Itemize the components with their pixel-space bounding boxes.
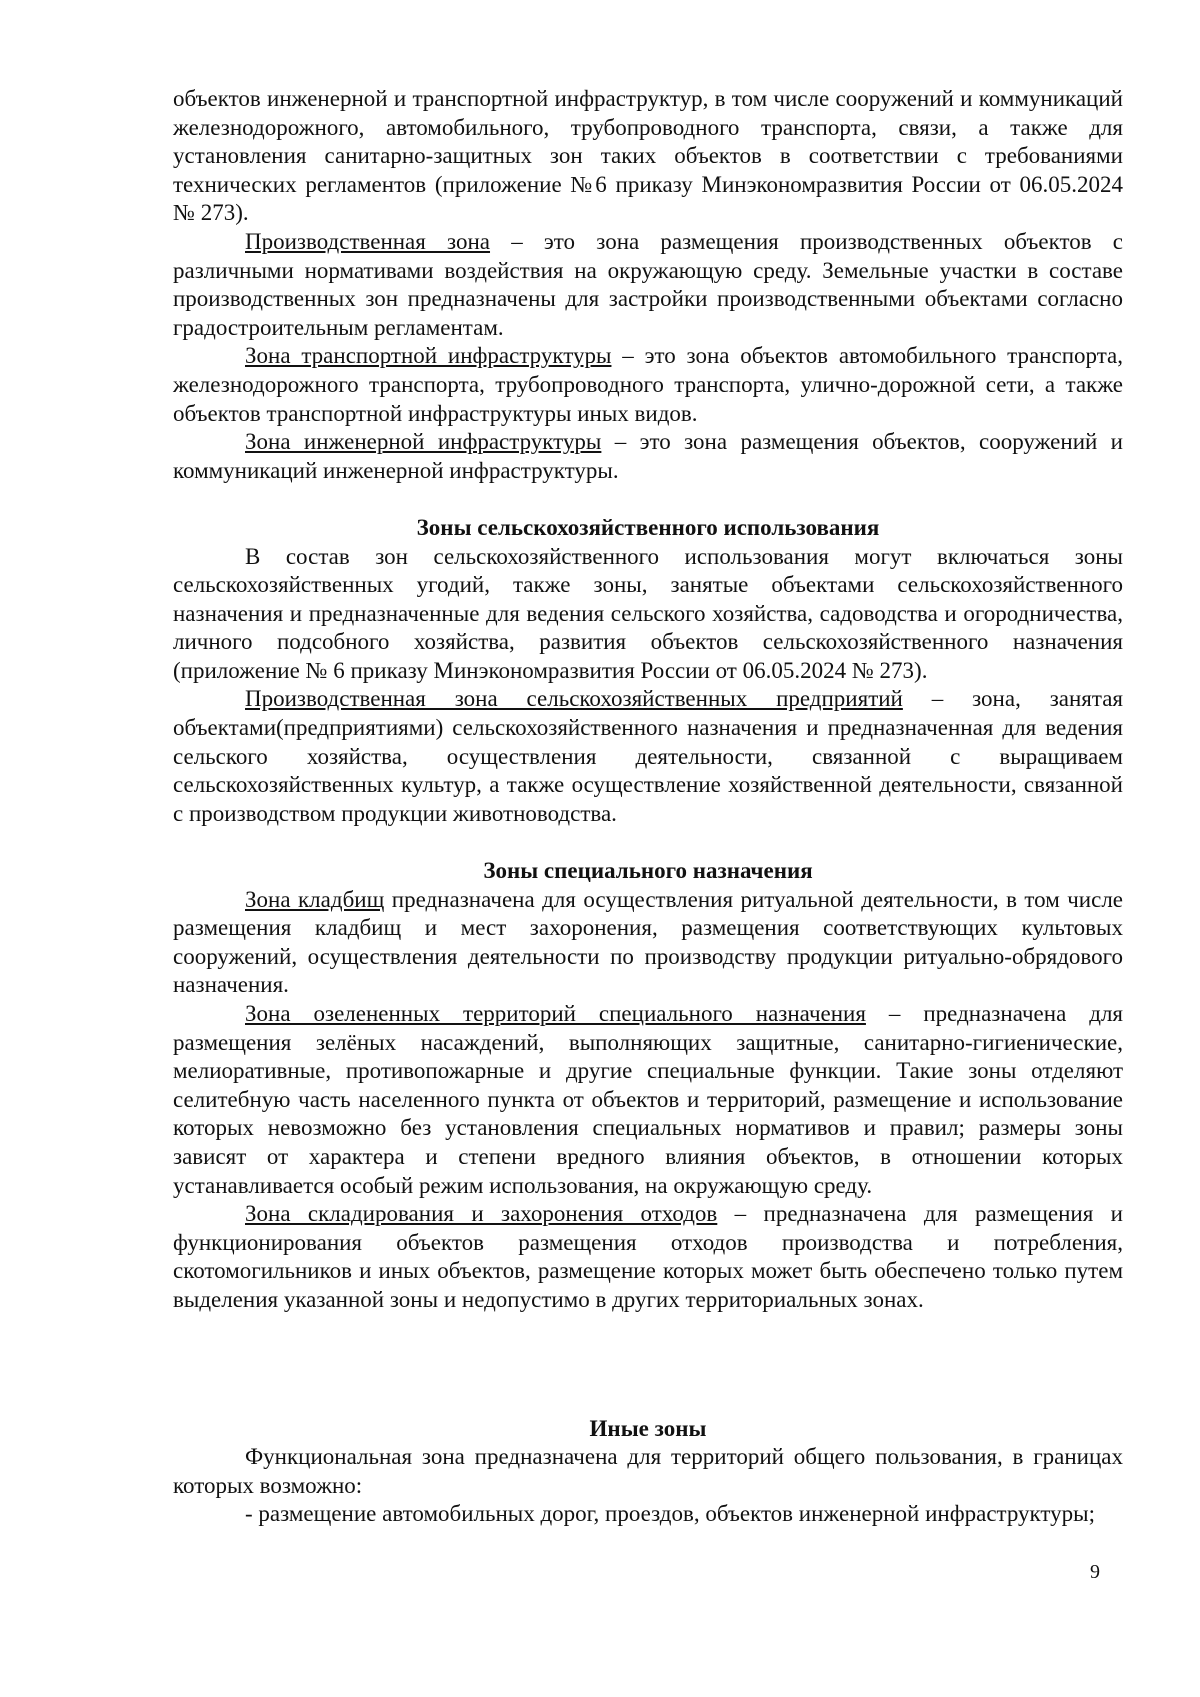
spacer — [173, 828, 1123, 857]
term-engineering-zone: Зона инженерной инфраструктуры — [245, 429, 602, 455]
paragraph-engineering-zone — [173, 428, 1123, 485]
heading-agricultural-zones: Зоны сельскохозяйственного использования — [416, 514, 880, 540]
definition-text: – это зона объектов автомобильного транспорта, железнодорожного транспорта, трубопроводного транспорта, улично-дорожной сети, а также объектов транспортной инфраструктуры иных видов. — [173, 343, 1123, 426]
term-cemetery-zone: Зона кладбищ — [245, 886, 385, 912]
paragraph-waste-zone — [173, 1200, 1123, 1314]
paragraph-infrastructure-continuation: объектов инженерной и транспортной инфраструктур, в том числе сооружений и коммуникаций железнодорожного, автомобильного, трубопроводного транспорта, связи, а также для установления санитарно-защитных зон таких объектов в соответствии с требованиями технических регламентов (приложение №6 приказу Минэкономразвития России от 06.05.2024 № 273). — [173, 86, 1123, 226]
list-item-roads: - размещение автомобильных дорог, проездов, объектов инженерной инфраструктуры; — [245, 1501, 1096, 1527]
definition-text: – это зона размещения производственных объектов с различными нормативами воздействия на окружающую среду. Земельные участки в составе производственных зон предназначены для застройки производственными объектами согласно градостроительным регламентам. — [173, 228, 1123, 340]
term-green-zone: Зона озелененных территорий специального назначения — [245, 1001, 866, 1026]
heading-other-zones: Иные зоны — [589, 1415, 707, 1441]
definition-text: предназначена для осуществления ритуальной деятельности, в том числе размещения кладбищ и мест захоронения, размещения соответствующих культовых сооружений, осуществления деятельности по производству продукции ритуально-обрядового назначения. — [173, 886, 1123, 998]
definition-text: – это зона размещения объектов, сооружений и коммуникаций инженерной инфраструктуры. — [173, 429, 1123, 483]
paragraph-production-zone — [173, 228, 1123, 342]
definition-text: – предназначена для размещения и функционирования объектов размещения отходов производства и потребления, скотомогильников и иных объектов, размещение которых может быть обеспечено только путем выделения указанной зоны и недопустимо в других территориальных зонах. — [173, 1201, 1123, 1312]
paragraph-agricultural-enterprises — [173, 685, 1123, 828]
term-transport-zone: Зона транспортной инфраструктуры — [245, 343, 612, 369]
paragraph-cemetery-zone — [173, 886, 1123, 1000]
page-number: 9 — [1090, 1561, 1100, 1583]
paragraph-agricultural-composition: В состав зон сельскохозяйственного использования могут включаться зоны сельскохозяйственных угодий, также зоны, занятые объектами сельскохозяйственного назначения и предназначенные для ведения сельского хозяйства, садоводства и огородничества, личного подсобного хозяйства, развития объектов сельскохозяйственного назначения (приложение № 6 приказу Минэкономразвития России от 06.05.2024 № 273). — [173, 543, 1123, 683]
term-waste-zone: Зона складирования и захоронения отходов — [245, 1201, 718, 1227]
definition-text: – зона, занятая объектами(предприятиями) сельскохозяйственного назначения и предназначенная для ведения сельского хозяйства, осуществления деятельности, связанной с выращиваем сельскохозяйственных культур, а также осуществление хозяйственной деятельности, связанной с производством продукции животноводства. — [173, 686, 1123, 826]
term-production-zone: Производственная зона — [245, 228, 491, 254]
paragraph-transport-zone — [173, 342, 1123, 428]
document-page — [173, 85, 1123, 1529]
spacer — [173, 1315, 1123, 1415]
paragraph-public-use-zone: Функциональная зона предназначена для территорий общего пользования, в границах которых возможно: — [173, 1444, 1123, 1498]
definition-text: – предназначена для размещения зелёных насаждений, выполняющих защитные, санитарно-гигиенические, мелиоративные, противопожарные и другие специальные функции. Такие зоны отделяют селитебную часть населенного пункта от объектов и территорий, размещение и использование которых невозможно без установления специальных нормативов и правил; размеры зоны зависят от характера и степени вредного влияния объектов, в отношении которых устанавливается особый режим использования, на окружающую среду. — [173, 1001, 1123, 1198]
heading-special-purpose-zones: Зоны специального назначения — [483, 858, 813, 884]
paragraph-green-zone — [173, 1000, 1123, 1200]
term-agricultural-enterprises-zone: Производственная зона сельскохозяйственных предприятий — [245, 686, 903, 712]
spacer — [173, 485, 1123, 514]
